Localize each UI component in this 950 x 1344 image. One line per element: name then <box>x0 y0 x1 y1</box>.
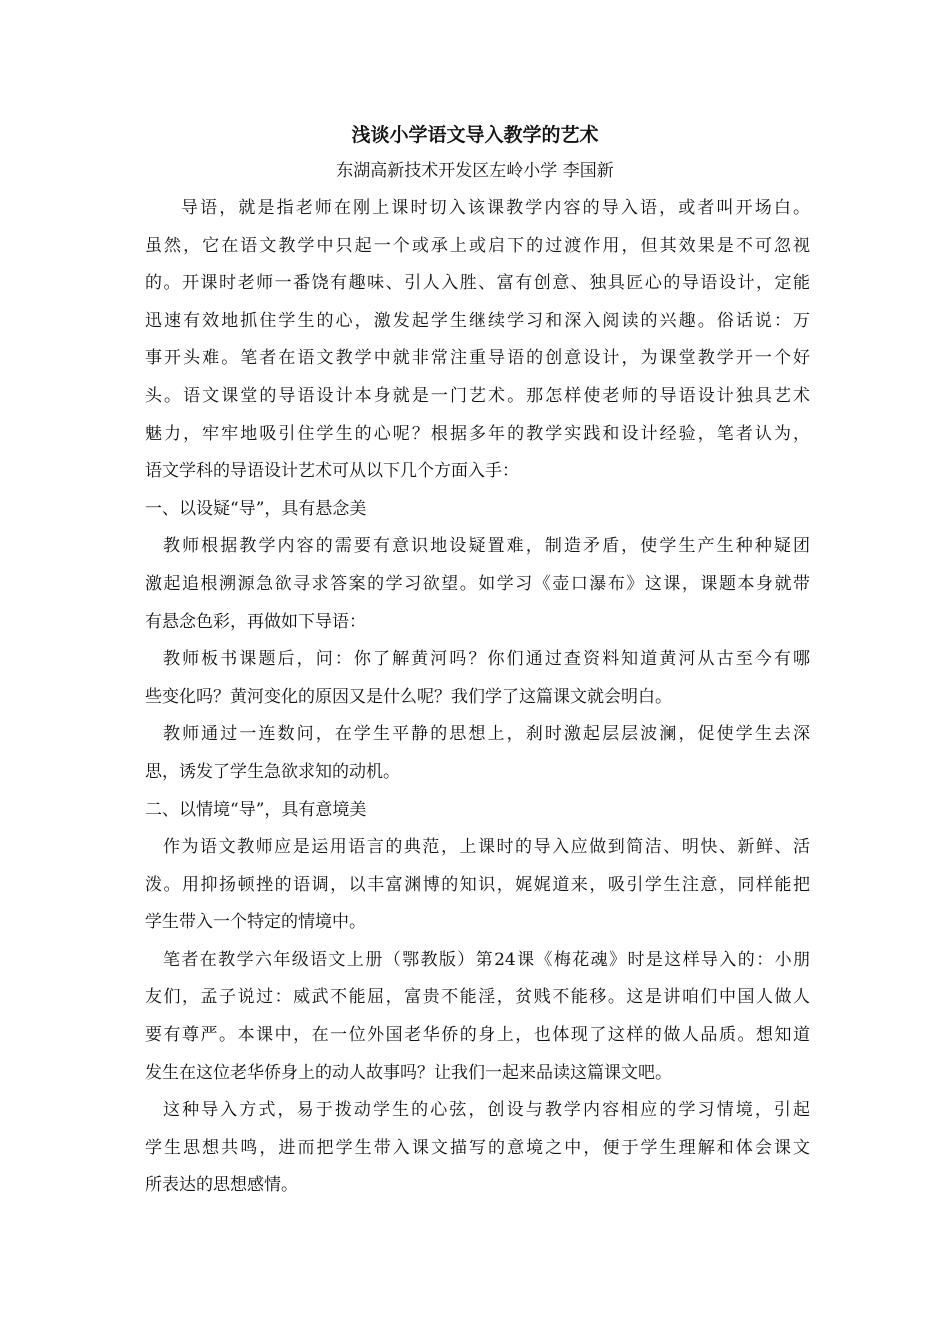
text-line: 友们，孟子说过：威武不能屈，富贵不能淫，贫贱不能移。这是讲咱们中国人做人 <box>145 987 810 1008</box>
text-line: 魅力，牢牢地吸引住学生的心呢？根据多年的教学实践和设计经验，笔者认为， <box>145 423 810 444</box>
section-heading: 一、以设疑“导”，具有悬念美 <box>145 498 367 519</box>
text-line: 泼。用抑扬顿挫的语调，以丰富渊博的知识，娓娓道来，吸引学生注意，同样能把 <box>145 874 810 895</box>
text-line: 学生带入一个特定的情境中。 <box>145 912 366 933</box>
text-line: 这种导入方式，易于拨动学生的心弦，创设与教学内容相应的学习情境，引起 <box>163 1100 810 1121</box>
text-line: 语文学科的导语设计艺术可从以下几个方面入手： <box>145 461 519 482</box>
text-line: 导语，就是指老师在刚上课时切入该课教学内容的导入语，或者叫开场白。 <box>181 198 810 218</box>
text-line: 的。开课时老师一番饶有趣味、引人入胜、富有创意、独具匠心的导语设计，定能 <box>145 273 810 294</box>
text-line: 教师通过一连数问，在学生平静的思想上，刹时激起层层波澜，促使学生去深 <box>163 724 810 745</box>
document-author: 东湖高新技术开发区左岭小学 李国新 <box>336 161 614 181</box>
text-line: 虽然，它在语文教学中只起一个或承上或启下的过渡作用，但其效果是不可忽视 <box>145 235 810 256</box>
text-line: 思，诱发了学生急欲求知的动机。 <box>145 761 400 782</box>
text-line: 所表达的思想感情。 <box>145 1175 298 1196</box>
section-heading: 二、以情境“导”，具有意境美 <box>145 799 367 820</box>
text-line: 笔者在教学六年级语文上册（鄂教版）第24课《梅花魂》时是这样导入的：小朋 <box>163 949 810 970</box>
text-line: 要有尊严。本课中，在一位外国老华侨的身上，也体现了这样的做人品质。想知道 <box>145 1025 810 1046</box>
text-line: 迅速有效地抓住学生的心，激发起学生继续学习和深入阅读的兴趣。俗话说：万 <box>145 310 810 331</box>
text-line: 激起追根溯源急欲寻求答案的学习欲望。如学习《壶口瀑布》这课，课题本身就带 <box>145 573 810 594</box>
text-line: 作为语文教师应是运用语言的典范，上课时的导入应做到简洁、明快、新鲜、活 <box>163 837 810 858</box>
document-title: 浅谈小学语文导入教学的艺术 <box>351 124 599 146</box>
text-line: 些变化吗？黄河变化的原因又是什么呢？我们学了这篇课文就会明白。 <box>145 686 672 707</box>
text-line: 事开头难。笔者在语文教学中就非常注重导语的创意设计，为课堂教学开一个好 <box>145 348 810 369</box>
text-line: 教师板书课题后，问：你了解黄河吗？你们通过查资料知道黄河从古至今有哪 <box>163 649 810 670</box>
text-line: 学生思想共鸣，进而把学生带入课文描写的意境之中，便于学生理解和体会课文 <box>145 1137 810 1158</box>
text-line: 发生在这位老华侨身上的动人故事吗？让我们一起来品读这篇课文吧。 <box>145 1062 672 1083</box>
text-line: 教师根据教学内容的需要有意识地设疑置难，制造矛盾，使学生产生种种疑团 <box>163 536 810 557</box>
text-line: 有悬念色彩，再做如下导语： <box>145 611 366 632</box>
text-line: 头。语文课堂的导语设计本身就是一门艺术。那怎样使老师的导语设计独具艺术 <box>145 385 810 406</box>
document-body <box>145 190 810 1205</box>
